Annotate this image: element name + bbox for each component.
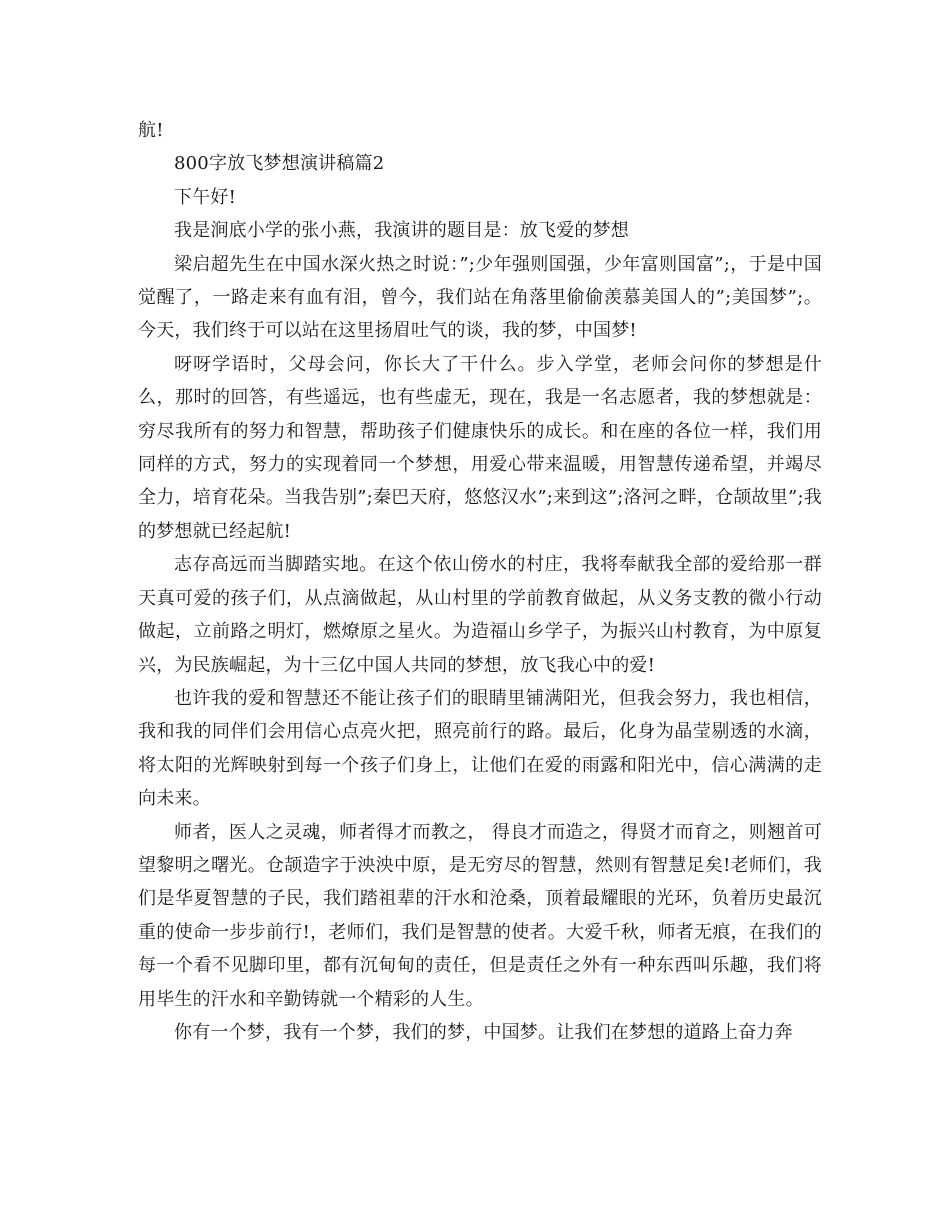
document-body — [138, 114, 822, 1049]
paragraph: 呀呀学语时，父母会问，你长大了干什么。步入学堂，老师会问你的梦想是什么，那时的回答，有些遥远，也有些虚无，现在，我是一名志愿者，我的梦想就是：穷尽我所有的努力和智慧，帮助孩子们健康快乐的成长。和在座的各位一样，我们用同样的方式，努力的实现着同一个梦想，用爱心带来温暖，用智慧传递希望，并竭尽全力，培育花朵。当我告别”;秦巴天府，悠悠汉水”;来到这”;洛河之畔，仓颉故里”;我的梦想就已经起航! — [138, 353, 822, 542]
paragraph: 也许我的爱和智慧还不能让孩子们的眼睛里铺满阳光，但我会努力，我也相信，我和我的同伴们会用信心点亮火把，照亮前行的路。最后，化身为晶莹剔透的水滴，将太阳的光辉映射到每一个孩子们身上，让他们在爱的雨露和阳光中，信心满满的走向未来。 — [138, 687, 822, 810]
paragraph: 志存高远而当脚踏实地。在这个依山傍水的村庄，我将奉献我全部的爱给那一群天真可爱的孩子们，从点滴做起，从山村里的学前教育做起，从义务支教的微小行动做起，立前路之明灯，燃燎原之星火。为造福山乡学子，为振兴山村教育，为中原复兴，为民族崛起，为十三亿中国人共同的梦想，放飞我心中的爱! — [138, 554, 822, 676]
paragraph: 你有一个梦，我有一个梦，我们的梦，中国梦。让我们在梦想的道路上奋力奔 — [174, 1021, 793, 1043]
paragraph: 师者，医人之灵魂，师者得才而教之， 得良才而造之，得贤才而育之，则翘首可望黎明之曙光。仓颉造字于泱泱中原，是无穷尽的智慧，然则有智慧足矣!老师们，我们是华夏智慧的子民，我们踏祖辈的汗水和沧桑，顶着最耀眼的光环，负着历史最沉重的使命一步步前行!，老师们，我们是智慧的使者。大爱千秋，师者无痕，在我们的每一个看不见脚印里，都有沉甸甸的责任，但是责任之外有一种东西叫乐趣，我们将用毕生的汗水和辛勤铸就一个精彩的人生。 — [138, 821, 822, 1010]
paragraph: 我是涧底小学的张小燕，我演讲的题目是：放飞爱的梦想 — [174, 220, 629, 242]
section-title: 800字放飞梦想演讲稿篇2 — [174, 153, 385, 175]
continuation-line: 航! — [138, 120, 164, 141]
paragraph: 下午好! — [174, 186, 237, 208]
paragraph: 梁启超先生在中国水深火热之时说：”;少年强则国强，少年富则国富”;，于是中国觉醒了，一路走来有血有泪，曾今，我们站在角落里偷偷羡慕美国人的”;美国梦”;。今天，我们终于可以站在这里扬眉吐气的谈，我的梦，中国梦! — [138, 253, 822, 342]
